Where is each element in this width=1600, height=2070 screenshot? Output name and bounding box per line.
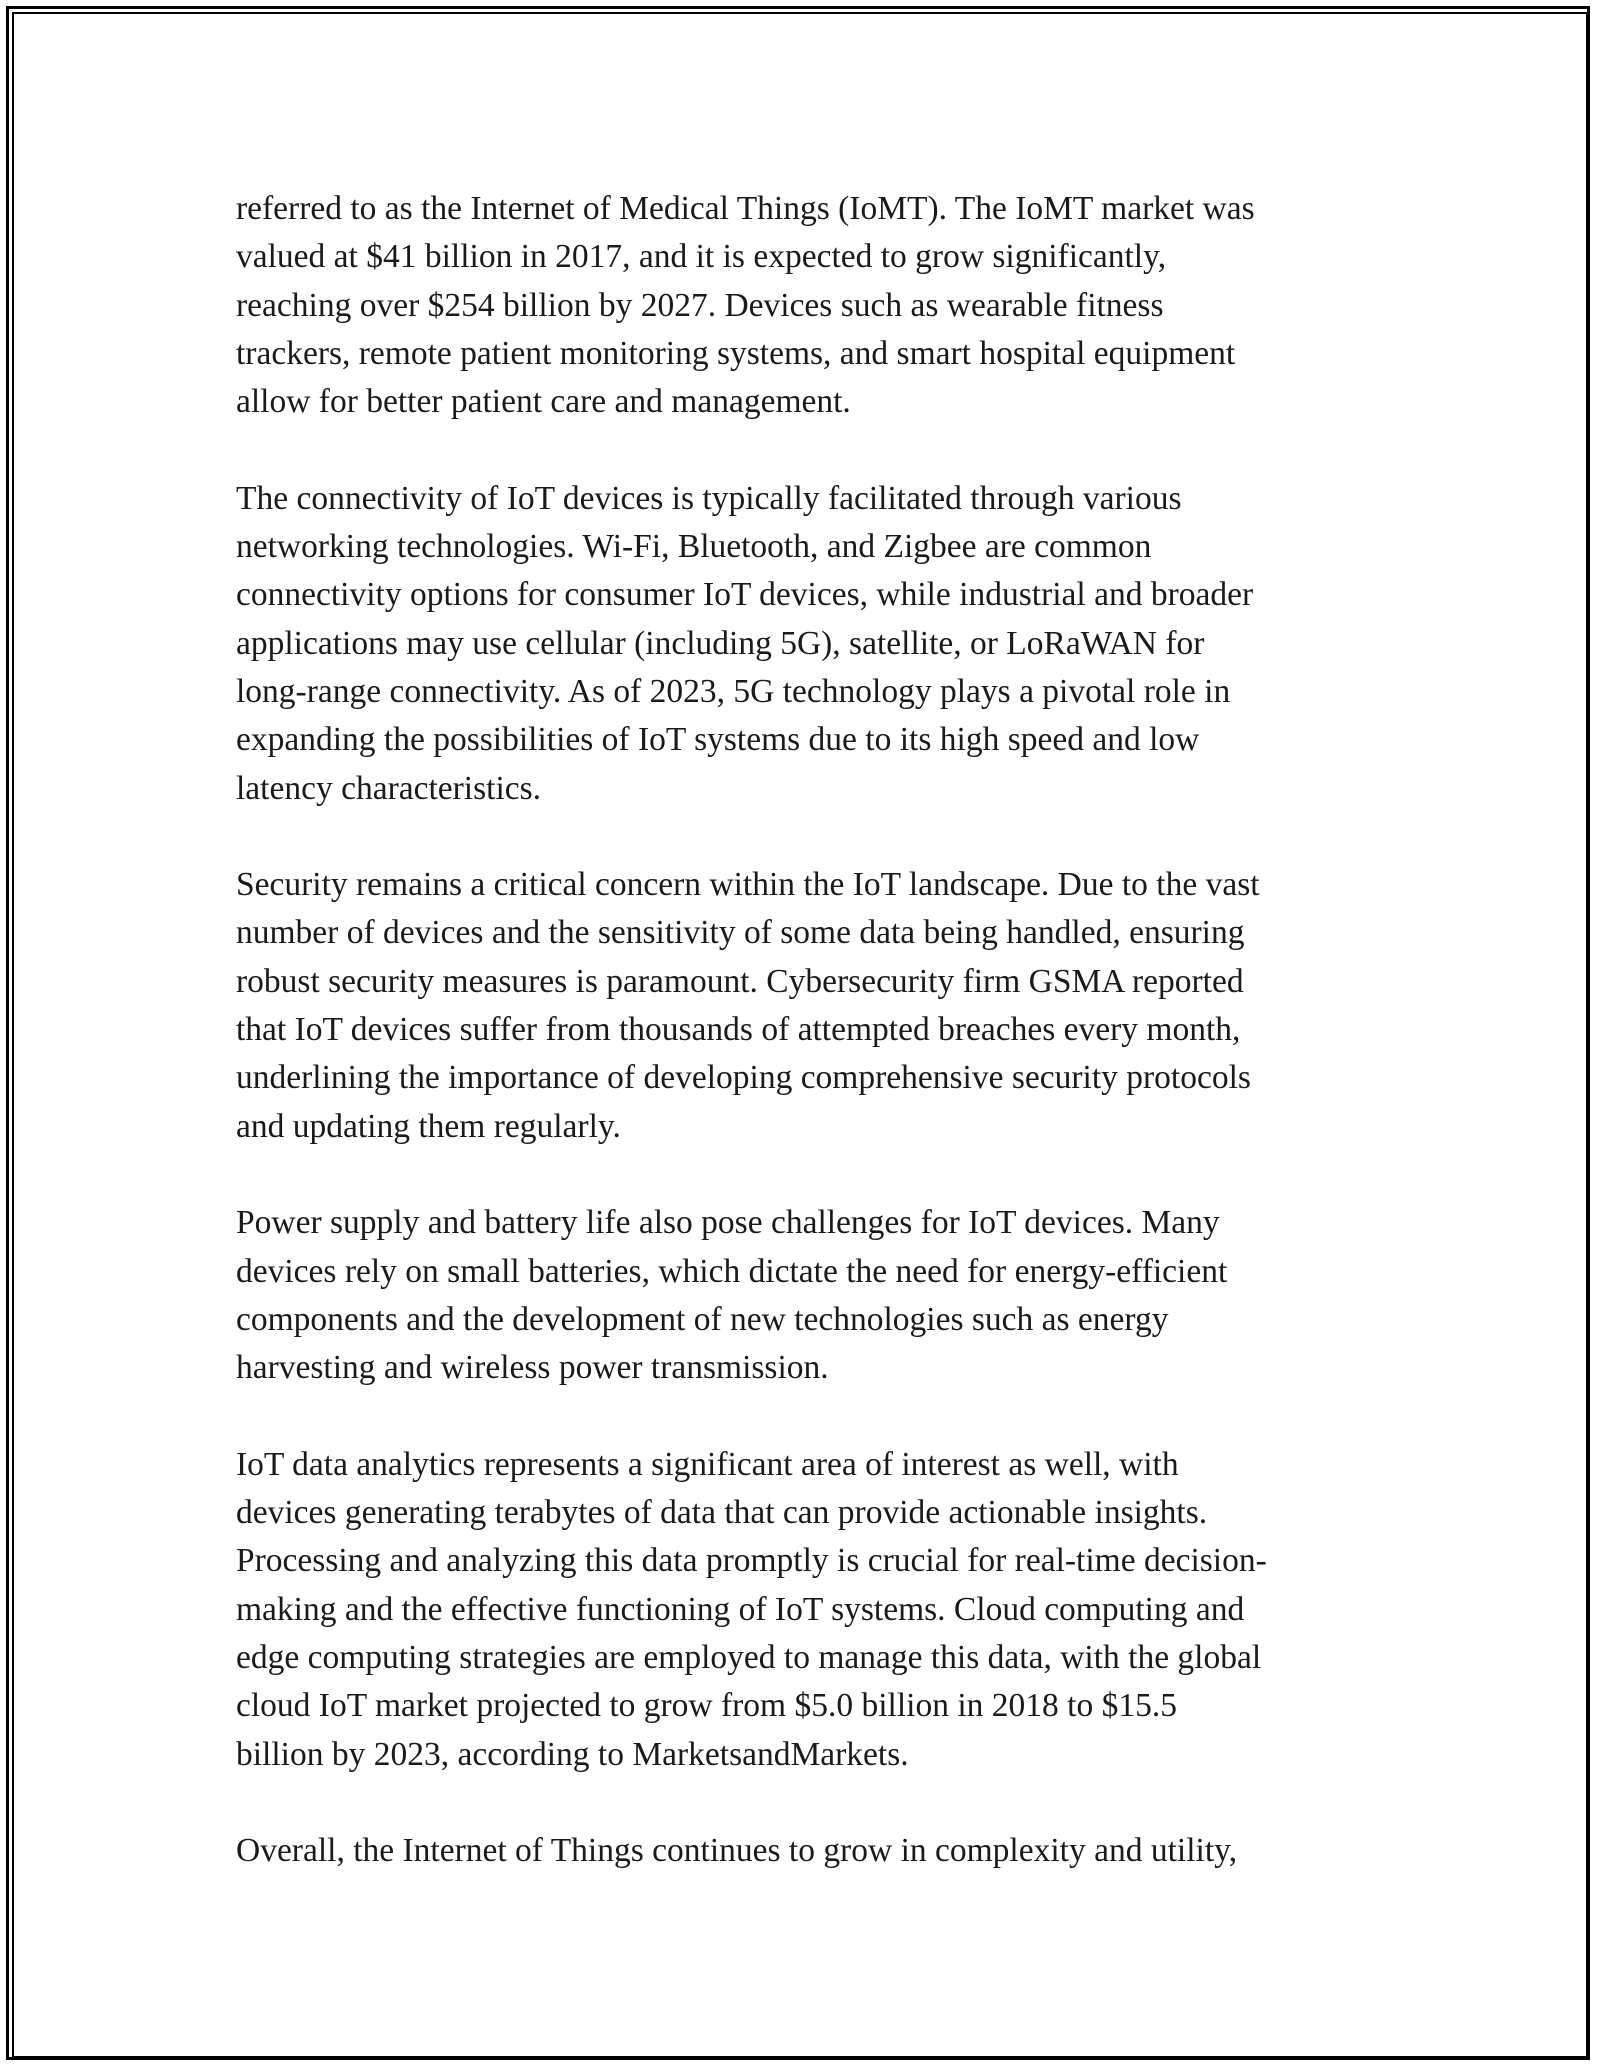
text-line: making and the effective functioning of IoT systems. Cloud computing and	[236, 1590, 1245, 1628]
text-line: and updating them regularly.	[236, 1107, 621, 1145]
text-line: Power supply and battery life also pose challenges for IoT devices. Many	[236, 1204, 1220, 1242]
text-line: number of devices and the sensitivity of some data being handled, ensuring	[236, 914, 1245, 952]
text-line: devices rely on small batteries, which dictate the need for energy-efficient	[236, 1252, 1228, 1290]
text-line: The connectivity of IoT devices is typically facilitated through various	[236, 479, 1182, 517]
text-line: applications may use cellular (including 5G), satellite, or LoRaWAN for	[236, 624, 1205, 662]
text-line: trackers, remote patient monitoring systems, and smart hospital equipment	[236, 334, 1236, 372]
text-line: expanding the possibilities of IoT systems due to its high speed and low	[236, 721, 1200, 759]
paragraph-iomt	[236, 185, 1376, 426]
text-line: IoT data analytics represents a significant area of interest as well, with	[236, 1445, 1179, 1483]
text-line: harvesting and wireless power transmission.	[236, 1349, 829, 1387]
paragraph-overall	[236, 1827, 1376, 1875]
document-body	[236, 185, 1376, 1924]
text-line: latency characteristics.	[236, 769, 542, 807]
paragraph-security	[236, 861, 1376, 1151]
paragraph-power	[236, 1199, 1376, 1392]
text-line: cloud IoT market projected to grow from $5.0 billion in 2018 to $15.5	[236, 1687, 1177, 1725]
text-line: long-range connectivity. As of 2023, 5G technology plays a pivotal role in	[236, 672, 1231, 710]
text-line: connectivity options for consumer IoT devices, while industrial and broader	[236, 576, 1254, 614]
text-line: edge computing strategies are employed to manage this data, with the global	[236, 1638, 1262, 1676]
text-line: valued at $41 billion in 2017, and it is expected to grow significantly,	[236, 238, 1167, 276]
text-line: underlining the importance of developing comprehensive security protocols	[236, 1059, 1251, 1097]
text-line: robust security measures is paramount. Cybersecurity firm GSMA reported	[236, 962, 1244, 1000]
text-line: devices generating terabytes of data that can provide actionable insights.	[236, 1494, 1208, 1532]
text-line: referred to as the Internet of Medical Things (IoMT). The IoMT market was	[236, 190, 1255, 227]
text-line: Security remains a critical concern within the IoT landscape. Due to the vast	[236, 866, 1260, 904]
text-line: Processing and analyzing this data promptly is crucial for real-time decision-	[236, 1542, 1267, 1580]
text-line: allow for better patient care and management.	[236, 383, 851, 421]
paragraph-connectivity	[236, 475, 1376, 813]
text-line: that IoT devices suffer from thousands of attempted breaches every month,	[236, 1011, 1241, 1049]
text-line: reaching over $254 billion by 2027. Devices such as wearable fitness	[236, 286, 1164, 324]
text-line: components and the development of new technologies such as energy	[236, 1300, 1169, 1338]
text-line: Overall, the Internet of Things continues to grow in complexity and utility,	[236, 1832, 1238, 1870]
text-line: billion by 2023, according to MarketsandMarkets.	[236, 1735, 909, 1773]
paragraph-analytics	[236, 1441, 1376, 1779]
text-line: networking technologies. Wi-Fi, Bluetooth, and Zigbee are common	[236, 528, 1152, 566]
